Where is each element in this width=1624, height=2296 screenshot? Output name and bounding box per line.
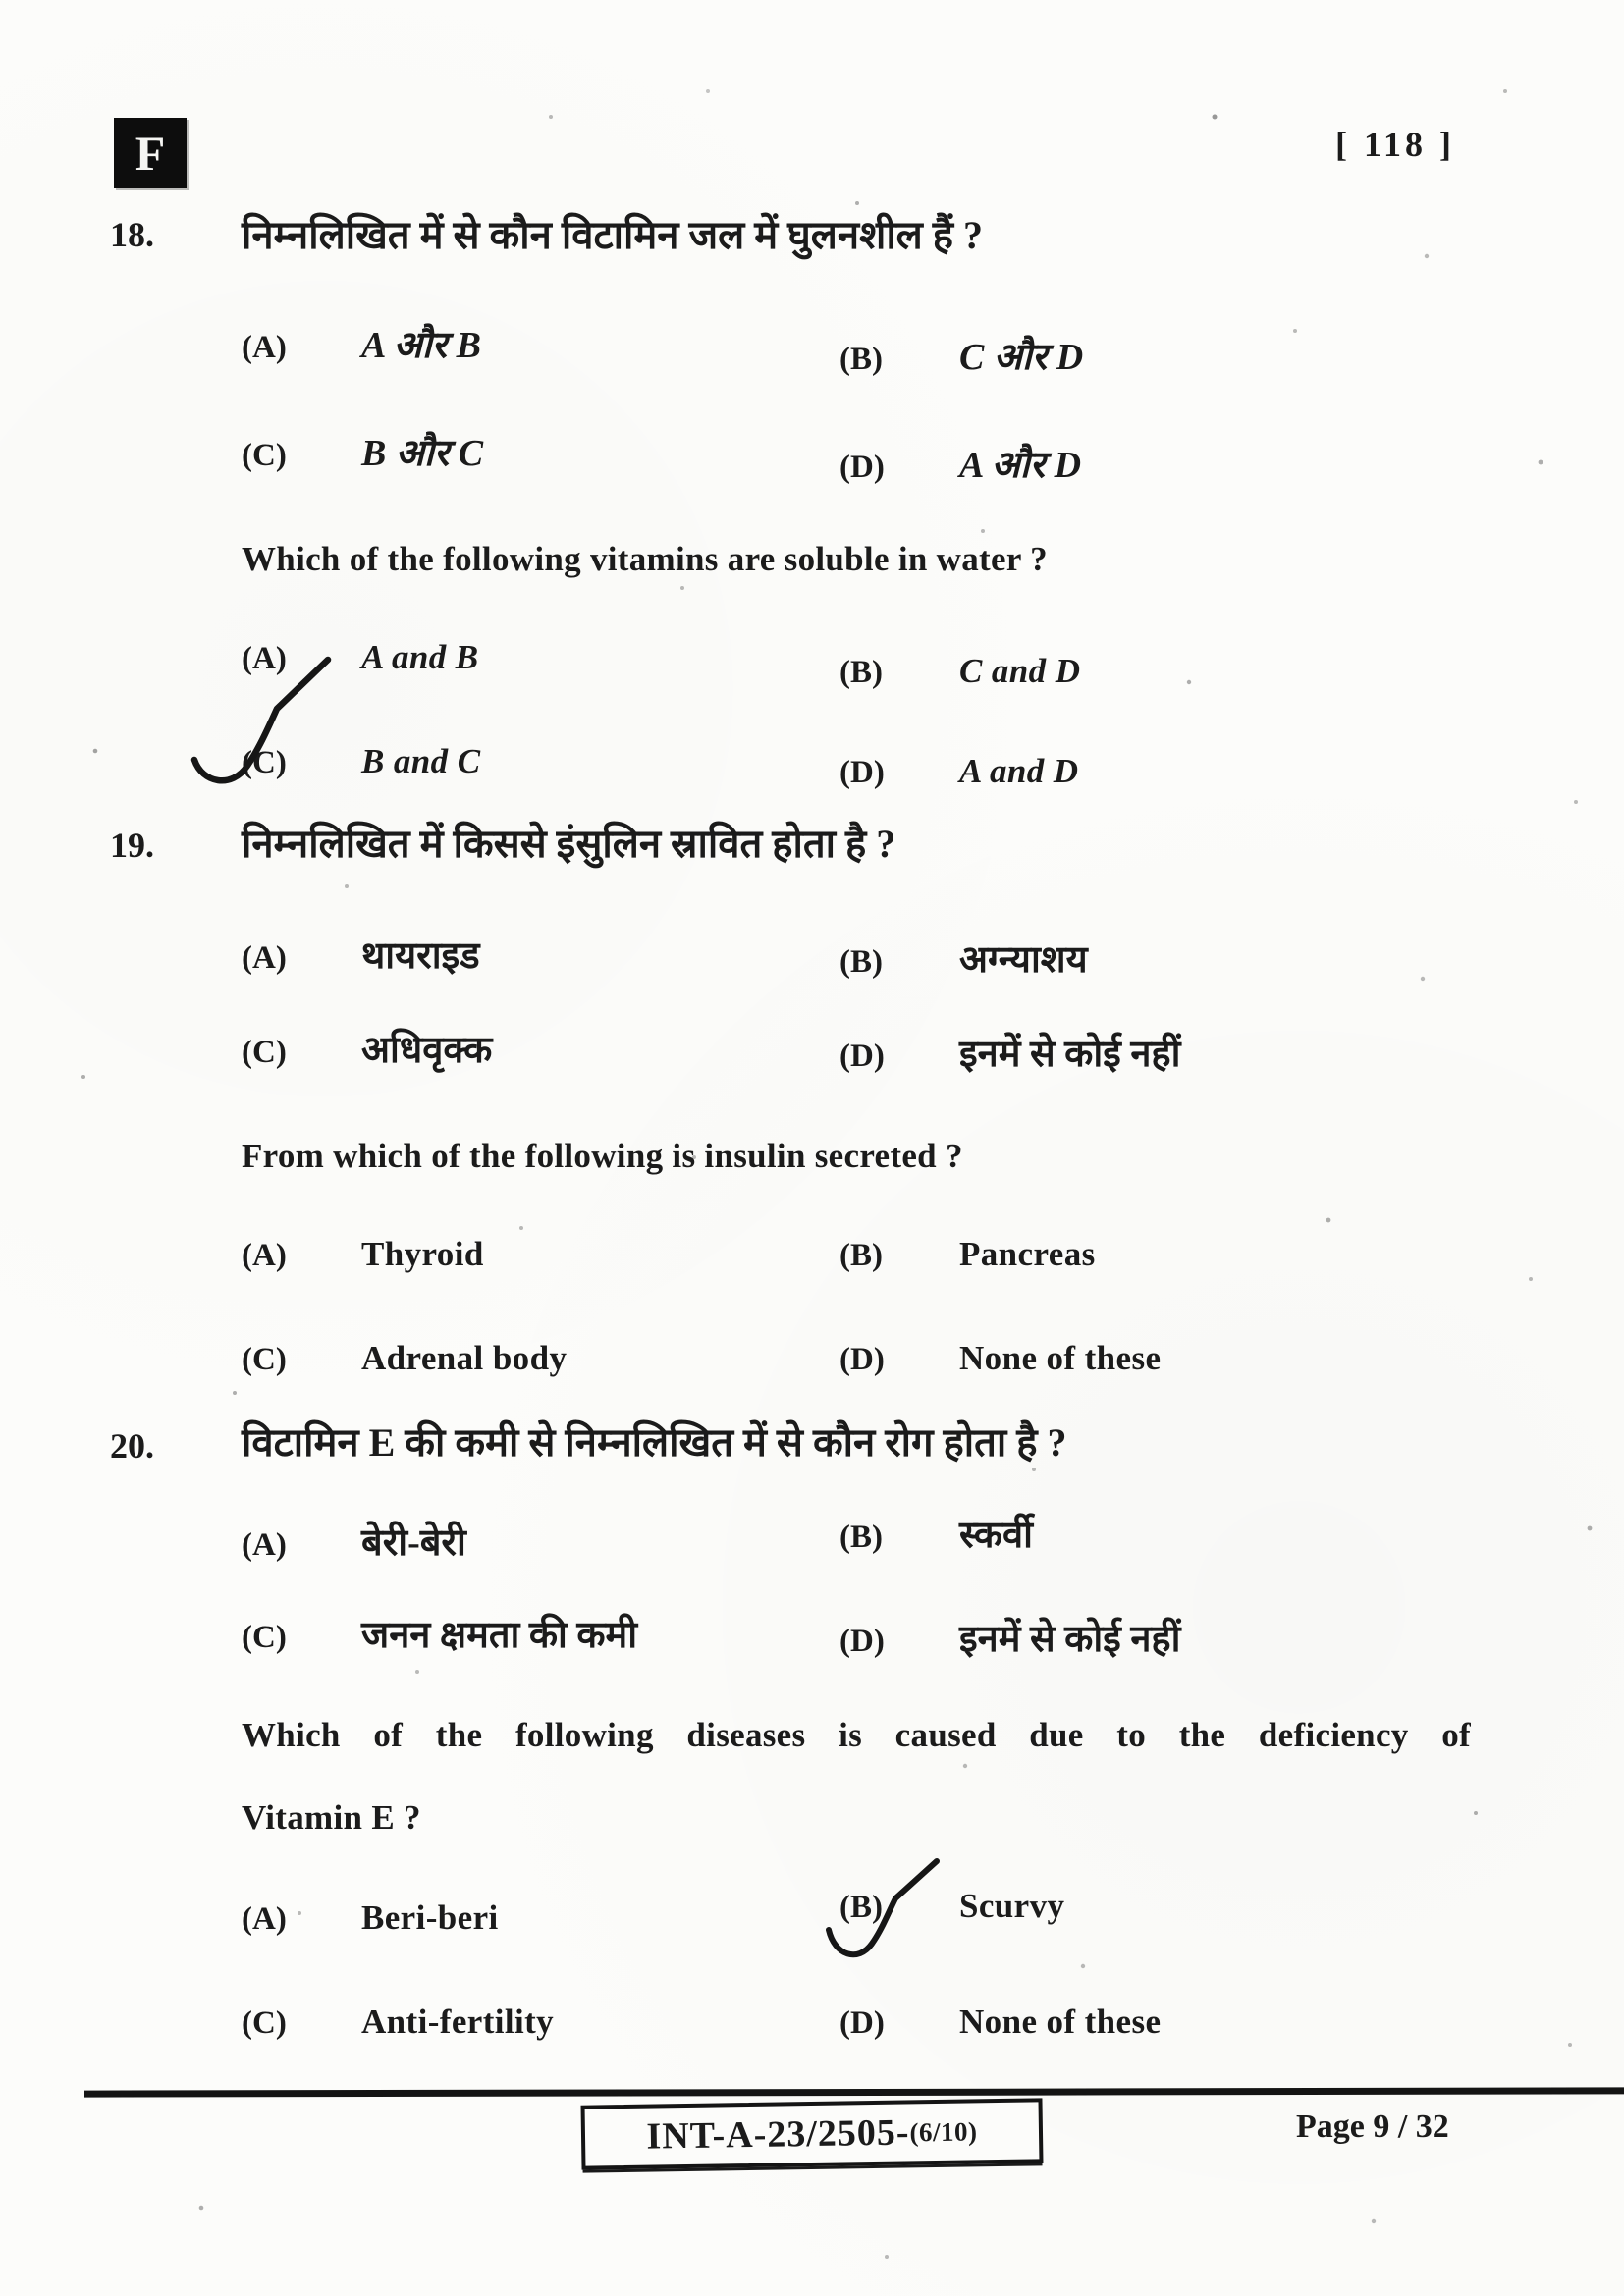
option-marker: (B)	[839, 342, 883, 377]
option-row	[839, 1339, 1161, 1378]
option-marker: (C)	[242, 2005, 287, 2041]
option-row	[242, 2002, 554, 2042]
option-text: स्कर्वी	[959, 1515, 1033, 1556]
option-text: Scurvy	[959, 1887, 1065, 1925]
form-code-badge: F	[114, 118, 187, 188]
option-text: थायराइड	[361, 935, 480, 977]
option-row	[839, 1027, 1180, 1078]
option-text: Beri-beri	[361, 1898, 499, 1937]
option-text: अग्न्याशय	[959, 939, 1088, 981]
option-text: Thyroid	[361, 1235, 484, 1273]
option-marker: (A)	[242, 1527, 287, 1563]
booklet-code-box	[581, 2098, 1044, 2169]
option-text: None of these	[959, 1339, 1162, 1377]
option-row	[242, 1608, 637, 1659]
question-number: 20.	[110, 1426, 154, 1466]
option-row	[242, 1516, 466, 1567]
option-text: A और D	[959, 445, 1082, 486]
page-indicator: Page 9 / 32	[1296, 2109, 1449, 2145]
option-row	[839, 330, 1083, 381]
option-text: Pancreas	[959, 1235, 1096, 1273]
option-text: A and D	[959, 752, 1079, 790]
option-marker: (D)	[839, 1624, 885, 1659]
question-number: 18.	[110, 215, 154, 254]
option-marker: (B)	[839, 1238, 883, 1273]
option-row	[242, 1235, 484, 1274]
option-row	[839, 2002, 1161, 2042]
option-marker: (B)	[839, 1890, 883, 1925]
option-text: B और C	[361, 433, 484, 474]
option-row	[242, 929, 480, 980]
option-row	[839, 1235, 1096, 1274]
answer-checkmark-icon	[183, 652, 340, 791]
option-text: C and D	[959, 652, 1081, 690]
footer-rule	[84, 2087, 1624, 2097]
booklet-code-suffix: (6/10)	[909, 2115, 978, 2147]
option-row	[839, 1612, 1180, 1663]
option-row	[242, 318, 481, 369]
option-row	[242, 1023, 492, 1074]
option-marker: (A)	[242, 1238, 287, 1273]
option-marker: (D)	[839, 1039, 885, 1074]
question-stem-english: Which of the following vitamins are soluble in water ?	[242, 540, 1048, 578]
option-text: B and C	[361, 742, 481, 780]
option-marker: (B)	[839, 944, 883, 980]
option-text: Anti-fertility	[361, 2002, 555, 2041]
option-text: इनमें से कोई नहीं	[959, 1619, 1181, 1660]
option-marker: (A)	[242, 330, 287, 365]
booklet-code: INT-A-23/2505-	[646, 2111, 910, 2158]
question-stem-english: From which of the following is insulin secreted ?	[242, 1137, 963, 1175]
question-stem-hindi: निम्नलिखित में से कौन विटामिन जल में घुलनशील हैं ?	[242, 213, 984, 257]
question-stem-english-line2: Vitamin E ?	[242, 1798, 421, 1837]
option-marker: (C)	[242, 438, 287, 473]
option-marker: (C)	[242, 1620, 287, 1655]
question-stem-hindi: विटामिन E की कमी से निम्नलिखित में से कौन रोग होता है ?	[242, 1420, 1067, 1465]
option-text: जनन क्षमता की कमी	[361, 1615, 638, 1656]
option-marker: (D)	[839, 450, 885, 485]
option-row	[839, 652, 1080, 691]
answer-checkmark-icon	[817, 1855, 949, 1975]
option-text: इनमें से कोई नहीं	[959, 1034, 1181, 1075]
option-row	[839, 752, 1078, 791]
option-text: A and B	[361, 638, 479, 676]
page-ref: [ 118 ]	[1335, 125, 1455, 164]
option-row	[242, 1339, 567, 1378]
option-row	[839, 438, 1081, 489]
option-row	[242, 1898, 499, 1938]
option-marker: (A)	[242, 1901, 287, 1937]
question-stem-hindi: निम्नलिखित में किससे इंसुलिन स्रावित होता है ?	[242, 822, 896, 866]
option-marker: (C)	[242, 745, 287, 780]
question-stem-english-line1: Which of the following diseases is caused due to the deficiency of	[242, 1716, 1471, 1754]
option-row	[242, 426, 483, 477]
option-text: बेरी-बेरी	[361, 1522, 466, 1564]
option-row	[839, 933, 1088, 984]
option-marker: (D)	[839, 2005, 885, 2041]
option-marker: (A)	[242, 940, 287, 976]
option-marker: (B)	[839, 1520, 883, 1555]
option-marker: (D)	[839, 755, 885, 790]
option-text: C और D	[959, 337, 1084, 378]
option-text: अधिवृक्क	[361, 1030, 493, 1071]
option-text: A और B	[361, 325, 482, 366]
option-marker: (C)	[242, 1342, 287, 1377]
option-marker: (D)	[839, 1342, 885, 1377]
option-row	[839, 1508, 1033, 1559]
option-marker: (B)	[839, 655, 883, 690]
option-marker: (C)	[242, 1035, 287, 1070]
question-number: 19.	[110, 826, 154, 865]
scan-noise-speckles	[0, 0, 2, 2]
option-text: Adrenal body	[361, 1339, 568, 1377]
option-marker: (A)	[242, 641, 287, 676]
option-text: None of these	[959, 2002, 1162, 2041]
